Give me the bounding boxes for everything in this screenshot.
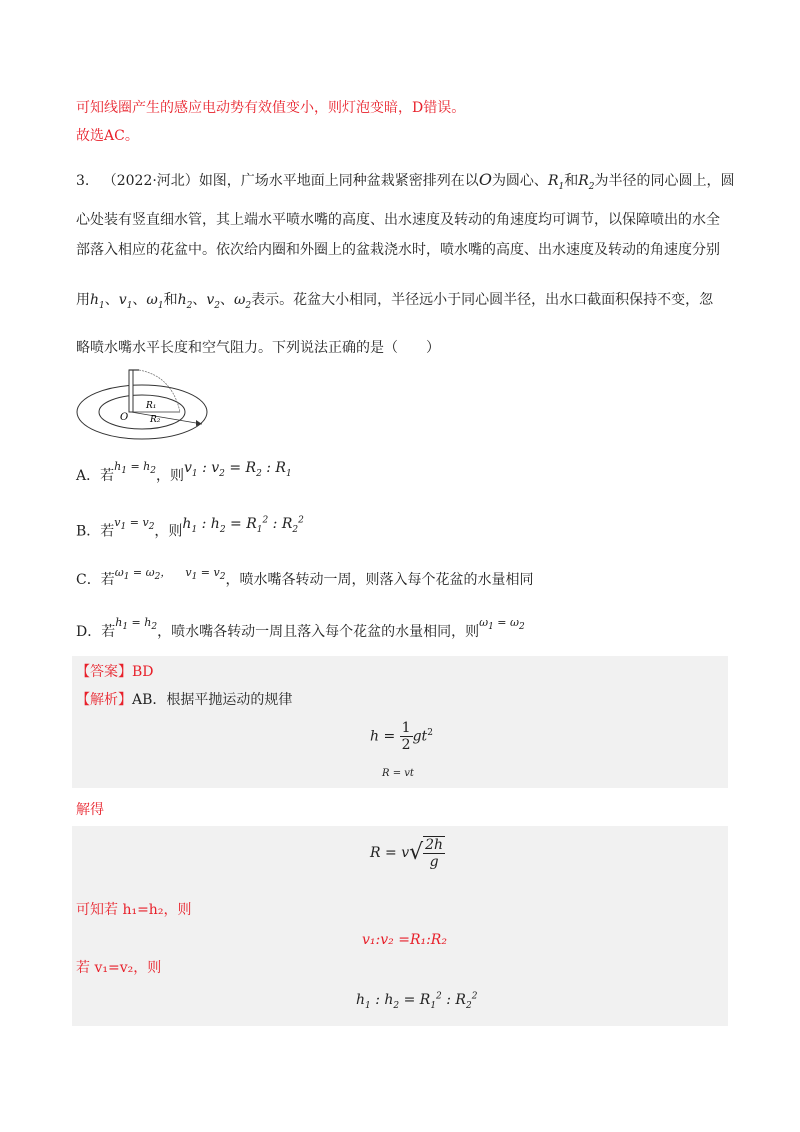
question-text: 表示。花盆大小相同，半径远小于同心圆半径，出水口截面积保持不变，忽 xyxy=(251,292,714,308)
option-d-text: ，喷水嘴各转动一周且落入每个花盆的水量相同，则 xyxy=(157,624,480,640)
equation-r-vt: R = vt xyxy=(382,768,414,779)
analysis-line xyxy=(76,690,292,710)
radius-r2-line xyxy=(131,412,202,424)
analysis-label: 【解析】 xyxy=(76,692,132,708)
intro-line-2: 故选AC。 xyxy=(76,128,139,144)
question-text: 和 xyxy=(163,292,178,308)
question-text: 如图，广场水平地面上同种盆栽紧密排列在以 xyxy=(198,173,479,189)
question-text: 用 xyxy=(76,292,90,308)
solution-ruo: 若 v₁=v₂，则 xyxy=(76,960,162,976)
answer-value: BD xyxy=(132,664,154,680)
fountain-figure xyxy=(72,362,212,444)
question-text: 为半径的同心圆上，圆 xyxy=(594,173,735,189)
question-line-1: 3. （2022·河北）如图，广场水平地面上同种盆栽紧密排列在以O为圆心、$R_1$和$R_2$为半径的同心圆上，圆 xyxy=(76,170,735,192)
solution-jiede: 解得 xyxy=(76,802,104,818)
option-b: B．若$^{v_1 = v_2}$，则$h_1$ : $h_2 = R_1^2$ : $R_2^2$ xyxy=(76,515,304,540)
equation-h-ratio: $h_1$ : $h_2 = R_1^2$ : $R_2^2$ xyxy=(356,991,478,1011)
question-text: 、 xyxy=(192,292,207,308)
question-number: 3. xyxy=(76,173,90,189)
question-line-3: 部落入相应的花盆中。依次给内圈和外圈上的盆栽浇水时，喷水嘴的高度、出水速度及转动的角速度分别 xyxy=(76,242,720,258)
analysis-text: AB．根据平抛运动的规律 xyxy=(132,692,293,708)
option-a: A．若$^{h_1 = h_2}$，则$v_1$ : $v_2 = R_2$ : $R_1$ xyxy=(76,460,292,484)
option-a-label: A．若 xyxy=(76,468,115,484)
answer-label: 【答案】 xyxy=(76,664,132,680)
equation-r-sqrt: R = v√ $\frac{2h}{g}$ xyxy=(370,837,444,870)
question-line-4: 用$h_1$、$v_1$、$\omega_1$和$h_2$、$v_2$、$\omega_2$表示。花盆大小相同，半径远小于同心圆半径，出水口截面积保持不变，忽 xyxy=(76,292,714,311)
option-d-label: D．若 xyxy=(76,624,116,640)
question-text: 、 xyxy=(104,292,119,308)
option-c: C．若$^{\omega_1 = \omega_2, v_1 = v_2}$，喷水嘴各转动一周，则落入每个花盆的水量相同 xyxy=(76,566,534,588)
option-b-text: ，则 xyxy=(154,523,183,540)
question-line-5: 略喷水嘴水平长度和空气阻力。下列说法正确的是（ ） xyxy=(76,340,440,356)
option-b-label: B．若 xyxy=(76,523,115,540)
question-line-2: 心处装有竖直细水管，其上端水平喷水嘴的高度、出水速度及转动的角速度均可调节，以保障喷出的水全 xyxy=(76,212,720,228)
question-source: （2022·河北） xyxy=(102,173,199,189)
option-c-text: ，喷水嘴各转动一周，则落入每个花盆的水量相同 xyxy=(225,572,534,588)
water-pipe xyxy=(129,370,133,412)
label-r1: R₁ xyxy=(146,401,157,411)
equation-h: h = $\frac{1}{2}$ $gt^2$ xyxy=(370,720,433,753)
label-r2: R₂ xyxy=(150,415,161,425)
question-text: 和 xyxy=(564,173,579,189)
option-c-label: C．若 xyxy=(76,572,115,588)
solution-ratio-v: v₁:v₂ =R₁:R₂ xyxy=(362,932,447,948)
question-text: 为圆心、 xyxy=(491,173,548,189)
answer-line xyxy=(76,662,154,682)
option-a-text: ，则 xyxy=(155,468,184,484)
label-o: O xyxy=(120,412,129,423)
solution-kezhi: 可知若 h₁=h₂，则 xyxy=(76,902,192,918)
question-text: 、 xyxy=(132,292,147,308)
intro-line-1: 可知线圈产生的感应电动势有效值变小，则灯泡变暗，D错误。 xyxy=(76,100,466,116)
question-text: 、 xyxy=(220,292,234,308)
option-d: D．若$^{h_1 = h_2}$，喷水嘴各转动一周且落入每个花盆的水量相同，则$^{\omega_1 = \omega_2}$ xyxy=(76,616,525,640)
